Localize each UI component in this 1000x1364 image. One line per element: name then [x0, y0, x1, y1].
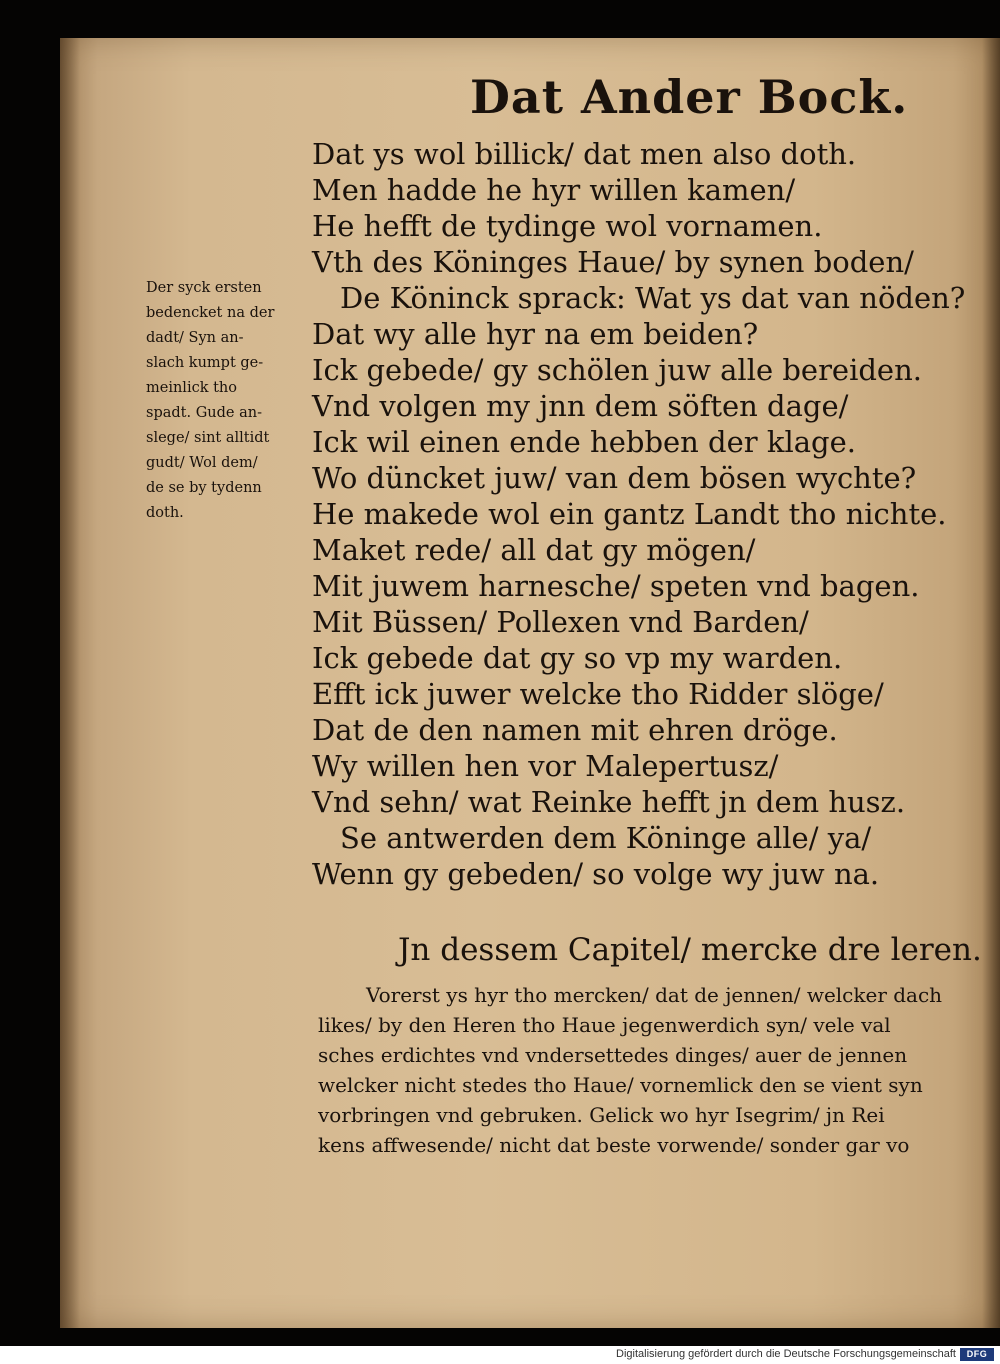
verse-line: Ick gebede/ gy schölen juw alle bereiden. — [312, 353, 922, 387]
prose-line: sches erdichtes vnd vndersettedes dinges/ auer de jennen — [318, 1043, 908, 1067]
verse-line: De Köninck sprack: Wat ys dat van nöden? — [340, 281, 966, 315]
gloss-line: spadt. Gude an- — [146, 405, 262, 421]
verse-line: Wo düncket juw/ van dem bösen wychte? — [312, 461, 917, 495]
verse-line: Ick wil einen ende hebben der klage. — [312, 425, 856, 459]
marginal-gloss — [146, 276, 292, 526]
gloss-line: de se by tydenn — [146, 480, 262, 496]
verse-line: Dat wy alle hyr na em beiden? — [312, 317, 759, 351]
chapter-heading: Jn dessem Capitel/ mercke dre leren. — [398, 932, 982, 968]
prose-line: vorbringen vnd gebruken. Gelick wo hyr Isegrim/ jn Rei — [318, 1103, 885, 1127]
verse-line: Se antwerden dem Köninge alle/ ya/ — [340, 821, 872, 855]
gloss-line: slach kumpt ge- — [146, 355, 264, 371]
gloss-line: meinlick tho — [146, 380, 237, 396]
prose-line: kens affwesende/ nicht dat beste vorwende/ sonder gar vo — [318, 1133, 910, 1157]
footer-bar — [0, 1346, 1000, 1364]
prose-line: welcker nicht stedes tho Haue/ vornemlick den se vient syn — [318, 1073, 923, 1097]
funding-credit: Digitalisierung gefördert durch die Deutsche Forschungsgemeinschaft — [616, 1348, 956, 1360]
verse-line: Efft ick juwer welcke tho Ridder slöge/ — [312, 677, 884, 711]
verse-line: Mit Büssen/ Pollexen vnd Barden/ — [312, 605, 809, 639]
verse-line: Vth des Köninges Haue/ by synen boden/ — [312, 245, 914, 279]
prose-line: likes/ by den Heren tho Haue jegenwerdich syn/ vele val — [318, 1013, 891, 1037]
gloss-line: Der syck ersten — [146, 280, 262, 296]
verse-line: He hefft de tydinge wol vornamen. — [312, 209, 823, 243]
dfg-logo: DFG — [960, 1348, 994, 1361]
gloss-line: slege/ sint alltidt — [146, 430, 270, 446]
gloss-line: gudt/ Wol dem/ — [146, 455, 258, 471]
verse-line: Maket rede/ all dat gy mögen/ — [312, 533, 756, 567]
gloss-line: doth. — [146, 505, 184, 521]
verse-line: Ick gebede dat gy so vp my warden. — [312, 641, 843, 675]
verse-block — [312, 136, 965, 892]
verse-line: Men hadde he hyr willen kamen/ — [312, 173, 796, 207]
verse-line: Wy willen hen vor Malepertusz/ — [312, 749, 779, 783]
prose-line: Vorerst ys hyr tho mercken/ dat de jennen/ welcker dach — [366, 983, 943, 1007]
verse-line: He makede wol ein gantz Landt tho nichte. — [312, 497, 947, 531]
verse-line: Mit juwem harnesche/ speten vnd bagen. — [312, 569, 920, 603]
prose-paragraph — [318, 980, 998, 1160]
gloss-line: dadt/ Syn an- — [146, 330, 244, 346]
gutter-shadow — [60, 38, 80, 1328]
verse-line: Vnd volgen my jnn dem söften dage/ — [312, 389, 849, 423]
verse-line: Wenn gy gebeden/ so volge wy juw na. — [312, 857, 880, 891]
running-header: Dat Ander Bock. — [470, 70, 909, 124]
verse-line: Dat ys wol billick/ dat men also doth. — [312, 137, 857, 171]
verse-line: Vnd sehn/ wat Reinke hefft jn dem husz. — [312, 785, 906, 819]
gloss-line: bedencket na der — [146, 305, 275, 321]
verse-line: Dat de den namen mit ehren dröge. — [312, 713, 838, 747]
